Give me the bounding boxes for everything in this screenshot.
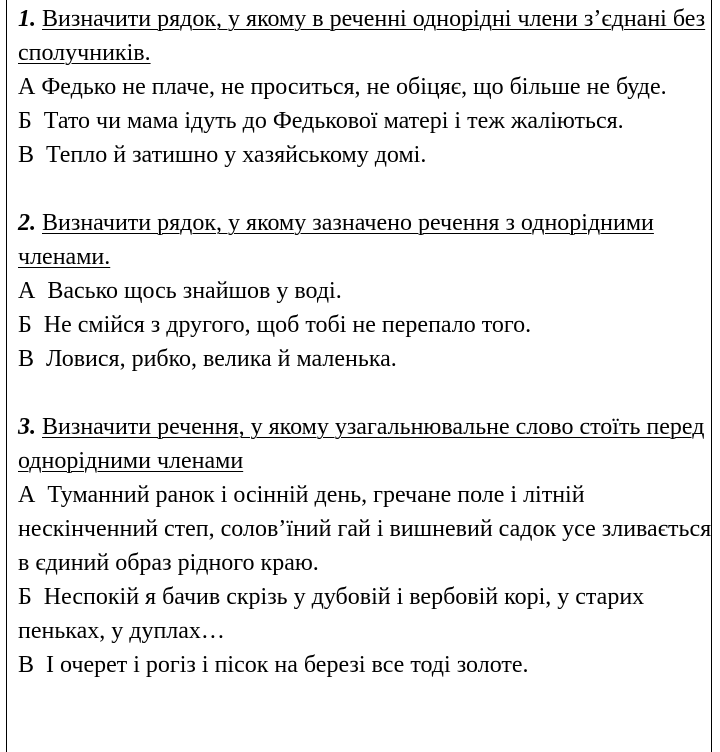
option-letter: В — [18, 346, 35, 372]
option-letter: Б — [18, 312, 32, 338]
option-a — [18, 70, 712, 104]
question-2 — [18, 206, 712, 376]
question-3 — [18, 410, 712, 682]
question-number: 2. — [18, 210, 36, 236]
option-c — [18, 342, 712, 376]
option-letter: Б — [18, 108, 32, 134]
option-a — [18, 478, 712, 580]
option-text: Тепло й затишно у хазяйському домі. — [46, 142, 427, 168]
test-document — [18, 2, 712, 716]
option-letter: А — [18, 74, 36, 100]
question-number: 3. — [18, 414, 36, 440]
option-letter: В — [18, 142, 35, 168]
option-text: Федько не плаче, не проситься, не обіцяє, що більше не буде. — [41, 74, 667, 100]
option-text: Туманний ранок і осінній день, гречане поле і літній нескінченний степ, солов’їний гай і вишневий садок усе зливається в єдиний образ рідного краю. — [18, 482, 712, 576]
option-text: І очерет і рогіз і пісок на березі все тоді золоте. — [46, 652, 529, 678]
question-prompt: Визначити рядок, у якому зазначено речення з однорідними членами. — [18, 210, 654, 270]
question-prompt: Визначити речення, у якому узагальнювальне слово стоїть перед однорідними членами — [18, 414, 705, 474]
option-text: Не смійся з другого, щоб тобі не перепало того. — [43, 312, 532, 338]
option-c — [18, 138, 712, 172]
question-1-heading — [18, 2, 712, 70]
option-text: Тато чи мама ідуть до Федькової матері і теж жаліються. — [43, 108, 624, 134]
option-letter: Б — [18, 584, 32, 610]
question-1 — [18, 2, 712, 172]
question-number: 1. — [18, 6, 36, 32]
option-text: Неспокій я бачив скрізь у дубовій і вербовій корі, у старих пеньках, у дуплах… — [18, 584, 645, 644]
option-b — [18, 308, 712, 342]
option-text: Ловися, рибко, велика й маленька. — [46, 346, 397, 372]
question-3-heading — [18, 410, 712, 478]
option-b — [18, 580, 712, 648]
option-letter: А — [18, 278, 36, 304]
question-2-heading — [18, 206, 712, 274]
option-c — [18, 648, 712, 682]
question-prompt: Визначити рядок, у якому в реченні однорідні члени з’єднані без сполучників. — [18, 6, 706, 66]
option-letter: А — [18, 482, 36, 508]
option-text: Васько щось знайшов у воді. — [47, 278, 342, 304]
option-b — [18, 104, 712, 138]
option-a — [18, 274, 712, 308]
option-letter: В — [18, 652, 35, 678]
